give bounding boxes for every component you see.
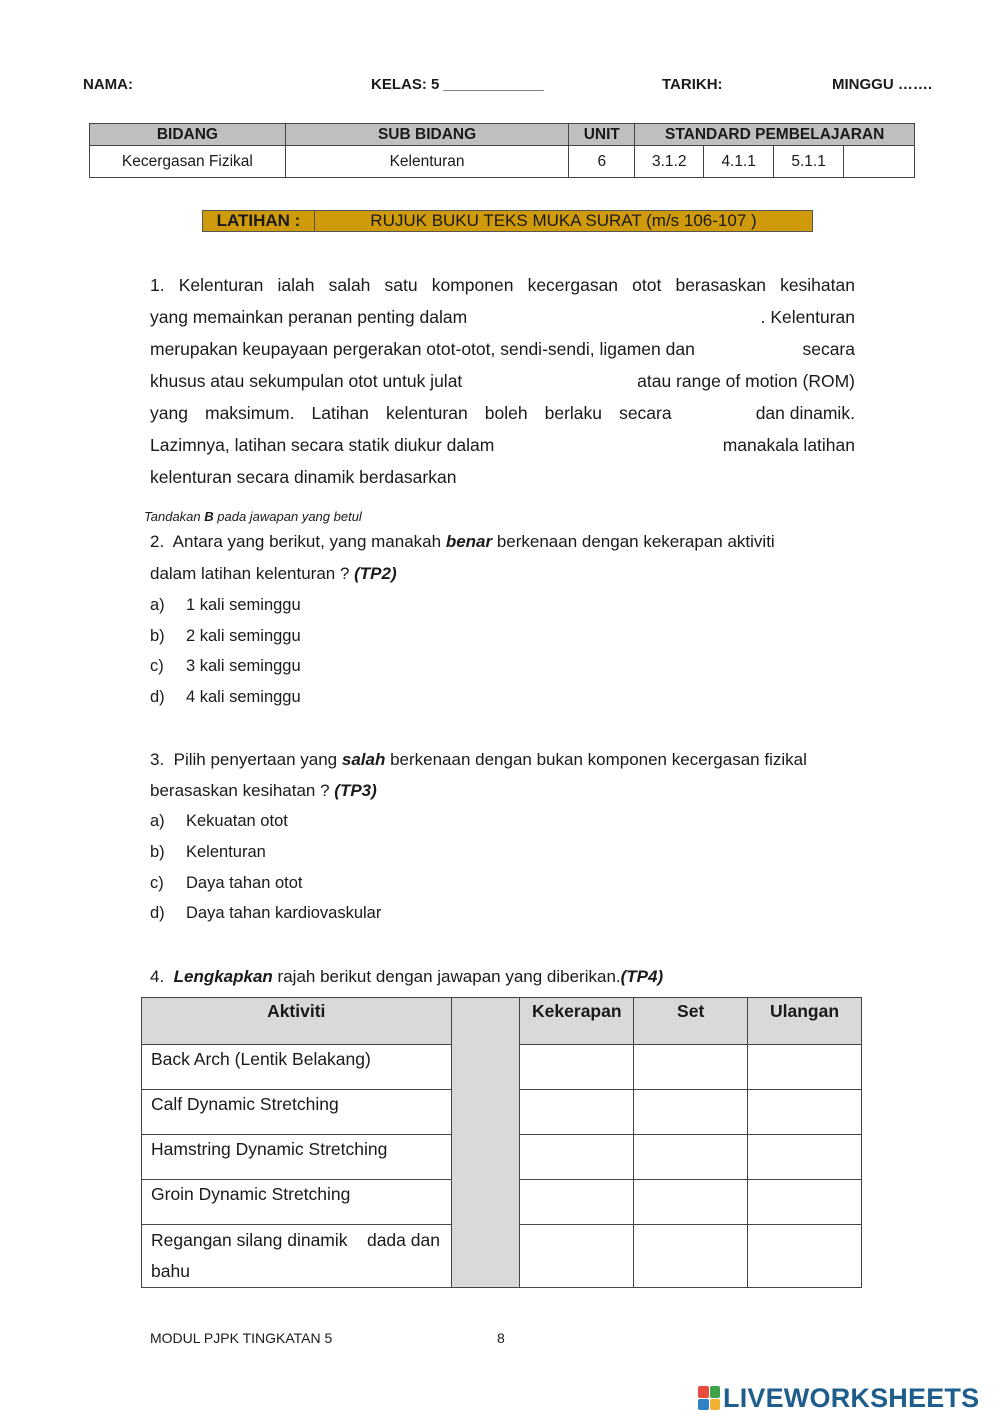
ulangan-cell[interactable] — [748, 1180, 862, 1225]
q4-text: 4. Lengkapkan rajah berikut dengan jawapan yang diberikan.(TP4) — [150, 967, 664, 986]
q3-option-b[interactable]: b) Kelenturan — [150, 843, 266, 861]
q1-line-7: kelenturan secara dinamik berdasarkan — [150, 467, 457, 487]
cell-bidang: Kecergasan Fizikal — [90, 146, 286, 178]
header-kekerapan: Kekerapan — [520, 998, 634, 1045]
q1-line-4: khusus atau sekumpulan otot untuk julat atau range of motion (ROM) — [150, 371, 855, 391]
q3-text-line-1: 3. Pilih penyertaan yang salah berkenaan dengan bukan komponen kecergasan fizikal — [150, 750, 807, 769]
info-table — [89, 123, 915, 178]
q2-option-a[interactable]: a) 1 kali seminggu — [150, 596, 301, 614]
set-cell[interactable] — [634, 1180, 748, 1225]
q1-line-5: yang maksimum. Latihan kelenturan boleh berlaku secara dan dinamik. — [150, 403, 855, 423]
footer-module: MODUL PJPK TINGKATAN 5 — [150, 1330, 333, 1346]
ulangan-cell[interactable] — [748, 1045, 862, 1090]
header-set: Set — [634, 998, 748, 1045]
header-sub-bidang: SUB BIDANG — [285, 124, 569, 146]
q2-text-line-1: 2. Antara yang berikut, yang manakah benar berkenaan dengan kekerapan aktiviti — [150, 532, 775, 551]
q1-blank-2[interactable] — [695, 339, 803, 359]
set-cell[interactable] — [634, 1045, 748, 1090]
cell-standard-2: 4.1.1 — [704, 146, 774, 178]
q3-option-c[interactable]: c) Daya tahan otot — [150, 874, 303, 892]
q3-option-d[interactable]: d) Daya tahan kardiovaskular — [150, 904, 382, 922]
q2-option-c[interactable]: c) 3 kali seminggu — [150, 657, 301, 675]
page-number: 8 — [497, 1330, 505, 1346]
kekerapan-cell[interactable] — [520, 1225, 634, 1288]
ulangan-cell[interactable] — [748, 1090, 862, 1135]
activity-row-label: Hamstring Dynamic Stretching — [142, 1135, 452, 1180]
q1-blank-3[interactable] — [462, 371, 637, 391]
q1-line-3: merupakan keupayaan pergerakan otot-otot, sendi-sendi, ligamen dan secara — [150, 339, 855, 359]
header-bidang: BIDANG — [90, 124, 286, 146]
latihan-text: RUJUK BUKU TEKS MUKA SURAT (m/s 106-107 ) — [370, 211, 757, 230]
kekerapan-cell[interactable] — [520, 1180, 634, 1225]
cell-standard-1: 3.1.2 — [635, 146, 704, 178]
q1-line-1: 1. Kelenturan ialah salah satu komponen kecergasan otot berasaskan kesihatan — [150, 275, 855, 295]
q2-text-line-2: dalam latihan kelenturan ? (TP2) — [150, 564, 397, 583]
q1-blank-5[interactable] — [494, 435, 722, 455]
cell-standard-3: 5.1.1 — [774, 146, 844, 178]
header-ulangan: Ulangan — [748, 998, 862, 1045]
q1-blank-4[interactable] — [689, 403, 739, 423]
activity-row-label: Groin Dynamic Stretching — [142, 1180, 452, 1225]
q1-blank-1[interactable] — [467, 307, 760, 327]
q3-option-a[interactable]: a) Kekuatan otot — [150, 812, 288, 830]
liveworksheets-mark-icon — [698, 1386, 720, 1410]
activity-row-label: Calf Dynamic Stretching — [142, 1090, 452, 1135]
activity-row-label: Regangan silang dinamik dada dan bahu — [142, 1225, 452, 1288]
set-cell[interactable] — [634, 1090, 748, 1135]
q2-option-b[interactable]: b) 2 kali seminggu — [150, 627, 301, 645]
q2-option-d[interactable]: d) 4 kali seminggu — [150, 688, 301, 706]
q1-line-6: Lazimnya, latihan secara statik diukur dalam manakala latihan — [150, 435, 855, 455]
kekerapan-cell[interactable] — [520, 1045, 634, 1090]
q3-text-line-2: berasaskan kesihatan ? (TP3) — [150, 781, 377, 800]
ulangan-cell[interactable] — [748, 1135, 862, 1180]
brand-name: LIVEWORKSHEETS — [723, 1382, 980, 1413]
ulangan-cell[interactable] — [748, 1225, 862, 1288]
q1-line-2: yang memainkan peranan penting dalam . Kelenturan — [150, 307, 855, 327]
cell-sub-bidang: Kelenturan — [285, 146, 569, 178]
header-unit: UNIT — [569, 124, 635, 146]
activity-row-label: Back Arch (Lentik Belakang) — [142, 1045, 452, 1090]
tarikh-label: TARIKH: — [662, 76, 723, 93]
nama-label: NAMA: — [83, 76, 133, 93]
kekerapan-cell[interactable] — [520, 1090, 634, 1135]
cell-standard-4 — [844, 146, 915, 178]
cell-unit: 6 — [569, 146, 635, 178]
latihan-label: LATIHAN : — [203, 211, 315, 231]
answer-bank-column[interactable] — [451, 998, 520, 1288]
instruction-note: Tandakan B pada jawapan yang betul — [144, 509, 362, 524]
latihan-banner — [202, 210, 813, 232]
activity-table — [141, 997, 862, 1288]
header-aktiviti: Aktiviti — [142, 998, 452, 1045]
header-standard: STANDARD PEMBELAJARAN — [635, 124, 915, 146]
set-cell[interactable] — [634, 1135, 748, 1180]
set-cell[interactable] — [634, 1225, 748, 1288]
kelas-label: KELAS: 5 ____________ — [371, 76, 544, 93]
minggu-label: MINGGU ……. — [832, 76, 932, 93]
liveworksheets-logo[interactable] — [698, 1384, 979, 1412]
kekerapan-cell[interactable] — [520, 1135, 634, 1180]
